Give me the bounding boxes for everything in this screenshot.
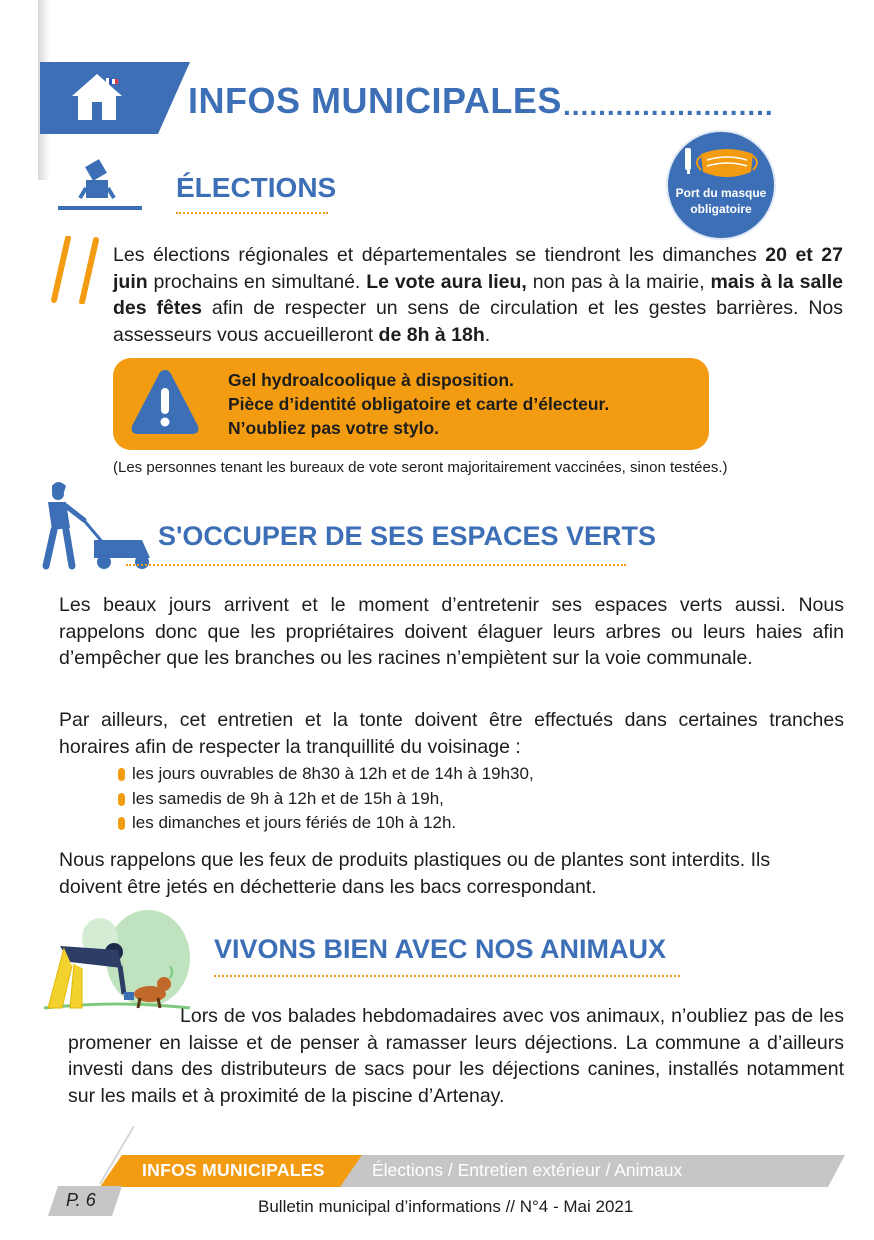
elections-note: (Les personnes tenant les bureaux de vote seront majoritairement vaccinées, sinon testées.) xyxy=(113,459,728,476)
lawn-mower-person-icon xyxy=(38,478,154,572)
green-paragraph-2: Par ailleurs, cet entretien et la tonte doivent être effectués dans certaines tranches horaires afin de respecter la tranquillité du voisinage : xyxy=(59,709,844,758)
alert-line-id: Pièce d’identité obligatoire et carte d’électeur. xyxy=(228,394,610,414)
mask-badge-line2: obligatoire xyxy=(690,202,752,216)
list-item: les dimanches et jours fériés de 10h à 12h. xyxy=(118,811,534,836)
green-spaces-title-underline xyxy=(126,564,626,566)
orange-slash-marks xyxy=(50,236,104,304)
animals-title-underline xyxy=(214,975,680,977)
elections-title-underline xyxy=(176,212,328,214)
elections-text-e: non pas à la mairie, xyxy=(526,270,711,293)
elections-text-i: . xyxy=(484,323,491,346)
elections-text-c: prochains en simultané. xyxy=(147,270,367,293)
title-dots: ........................ xyxy=(563,90,774,121)
elections-text-g: afin de respecter un sens de circulation et les gestes barrières. Nos assesseurs vous accueilleront xyxy=(113,297,844,346)
elections-text-hours: de 8h à 18h xyxy=(378,323,485,346)
dog-walker-illustration xyxy=(40,908,196,1018)
elections-text-venue: mais à la salle des fêtes xyxy=(113,270,843,319)
ballot-box-icon xyxy=(58,158,142,214)
list-item: les samedis de 9h à 12h et de 15h à 19h, xyxy=(118,787,534,812)
page-number: P. 6 xyxy=(66,1190,96,1210)
elections-text-a: Les élections régionales et départementales se tiendront les dimanches xyxy=(113,244,766,266)
footer-section-label: INFOS MUNICIPALES xyxy=(142,1160,325,1180)
green-schedule-list xyxy=(118,762,534,836)
green-spaces-title: S'OCCUPER DE SES ESPACES VERTS xyxy=(158,521,657,551)
list-item: les jours ouvrables de 8h30 à 12h et de 14h à 19h30, xyxy=(118,762,534,787)
elections-title: ÉLECTIONS xyxy=(176,172,337,203)
page-title: INFOS MUNICIPALES xyxy=(188,80,562,121)
alert-line-pen: N’oubliez pas votre stylo. xyxy=(228,418,440,438)
animals-paragraph: Lors de vos balades hebdomadaires avec vos animaux, n’oubliez pas de les promener en laisse et de penser à ramasser leurs déjections. La commune a d’ailleurs investi dans des distributeurs de sacs pour les déjections canines, installés notamment sur les mails et à proximité de la piscine d’Artenay. xyxy=(68,1005,844,1107)
alert-line-gel: Gel hydroalcoolique à disposition. xyxy=(228,370,514,390)
alert-text xyxy=(228,368,609,440)
elections-text-vote: Le vote aura lieu, xyxy=(366,270,527,293)
elections-paragraph xyxy=(113,242,843,348)
elections-text-dates: 20 et 27 juin xyxy=(113,244,843,293)
house-icon xyxy=(70,70,124,124)
green-paragraph-1: Les beaux jours arrivent et le moment d’entretenir ses espaces verts aussi. Nous rappelons donc que les propriétaires doivent élaguer leurs arbres ou leurs haies afin d’empêcher que les branches ou les racines n’empiètent sur la voie communale. xyxy=(59,594,844,669)
animals-title: VIVONS BIEN AVEC NOS ANIMAUX xyxy=(214,934,667,964)
warning-icon xyxy=(128,366,202,438)
mask-badge-line1: Port du masque xyxy=(675,186,767,200)
face-mask-icon xyxy=(683,142,763,182)
footer-bulletin: Bulletin municipal d’informations // N°4 - Mai 2021 xyxy=(258,1197,634,1216)
green-paragraph-3: Nous rappelons que les feux de produits plastiques ou de plantes sont interdits. Ils doivent être jetés en déchetterie dans les bacs correspondant. xyxy=(59,849,771,898)
footer-topics: Élections / Entretien extérieur / Animaux xyxy=(372,1160,683,1180)
